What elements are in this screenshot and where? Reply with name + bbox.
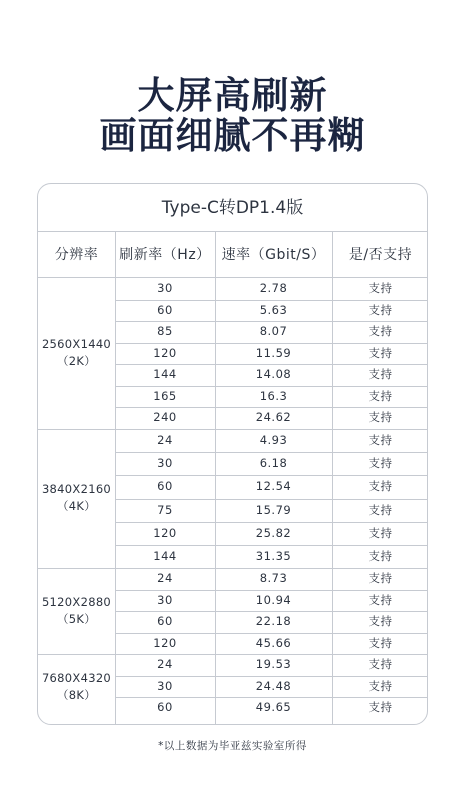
resolution-value: 7680X4320 bbox=[41, 670, 112, 685]
refresh-rate-cell: 165 bbox=[153, 388, 177, 403]
refresh-rate-cell: 75 bbox=[157, 502, 173, 517]
bitrate-cell: 19.53 bbox=[255, 657, 292, 671]
resolution-cell bbox=[38, 278, 115, 429]
support-cell: 支持 bbox=[368, 657, 393, 671]
bitrate-cell: 6.18 bbox=[259, 456, 288, 471]
spec-table bbox=[37, 183, 428, 725]
bitrate-cell: 22.18 bbox=[255, 614, 292, 628]
refresh-rate-cell: 60 bbox=[157, 479, 173, 494]
bitrate-cell: 24.62 bbox=[255, 410, 292, 425]
refresh-rate-cell: 30 bbox=[157, 281, 173, 295]
bitrate-cell: 4.93 bbox=[259, 432, 288, 447]
refresh-rate-cell: 120 bbox=[153, 525, 177, 540]
refresh-rate-cell: 24 bbox=[157, 432, 173, 447]
header-refresh-rate: 刷新率（Hz） bbox=[119, 247, 211, 263]
resolution-value: 5120X2880 bbox=[41, 595, 112, 609]
support-cell: 支持 bbox=[368, 324, 393, 339]
support-cell: 支持 bbox=[368, 388, 393, 403]
refresh-rate-cell: 30 bbox=[157, 678, 173, 693]
resolution-value: 2560X1440 bbox=[41, 337, 112, 352]
support-cell: 支持 bbox=[368, 525, 393, 540]
bitrate-cell: 49.65 bbox=[255, 700, 292, 715]
refresh-rate-cell: 30 bbox=[157, 456, 173, 471]
support-cell: 支持 bbox=[368, 410, 393, 425]
resolution-label: （4K） bbox=[56, 499, 97, 514]
support-cell: 支持 bbox=[368, 479, 393, 494]
support-cell: 支持 bbox=[368, 571, 393, 585]
headline-line-2: 画面细腻不再糊 bbox=[99, 114, 366, 157]
header-bitrate: 速率（Gbit/S） bbox=[221, 247, 326, 263]
support-cell: 支持 bbox=[368, 635, 393, 650]
resolution-label: （2K） bbox=[56, 354, 97, 369]
refresh-rate-cell: 240 bbox=[153, 410, 177, 425]
bitrate-cell: 10.94 bbox=[255, 592, 292, 607]
bitrate-cell: 25.82 bbox=[255, 525, 292, 540]
bitrate-cell: 31.35 bbox=[255, 548, 292, 563]
refresh-rate-cell: 144 bbox=[153, 548, 177, 563]
resolution-label: （8K） bbox=[56, 687, 97, 702]
bitrate-cell: 15.79 bbox=[255, 502, 292, 517]
support-cell: 支持 bbox=[368, 614, 393, 628]
refresh-rate-cell: 24 bbox=[157, 571, 173, 585]
refresh-rate-cell: 60 bbox=[157, 302, 173, 317]
resolution-value: 3840X2160 bbox=[41, 482, 112, 497]
support-cell: 支持 bbox=[368, 367, 393, 382]
support-cell: 支持 bbox=[368, 281, 393, 295]
bitrate-cell: 8.07 bbox=[259, 324, 288, 339]
bitrate-cell: 12.54 bbox=[255, 479, 292, 494]
header-support: 是/否支持 bbox=[348, 247, 413, 263]
support-cell: 支持 bbox=[368, 302, 393, 317]
refresh-rate-cell: 30 bbox=[157, 592, 173, 607]
resolution-cell bbox=[38, 568, 115, 654]
bitrate-cell: 8.73 bbox=[259, 571, 288, 585]
resolution-cell bbox=[38, 429, 115, 568]
support-cell: 支持 bbox=[368, 432, 393, 447]
refresh-rate-cell: 60 bbox=[157, 700, 173, 715]
headline-line-1: 大屏高刷新 bbox=[137, 74, 328, 117]
bitrate-cell: 24.48 bbox=[255, 678, 292, 693]
refresh-rate-cell: 120 bbox=[153, 345, 177, 360]
support-cell: 支持 bbox=[368, 456, 393, 471]
support-cell: 支持 bbox=[368, 700, 393, 715]
header-resolution: 分辨率 bbox=[54, 247, 99, 263]
refresh-rate-cell: 120 bbox=[153, 635, 177, 650]
bitrate-cell: 14.08 bbox=[255, 367, 292, 382]
refresh-rate-cell: 144 bbox=[153, 367, 177, 382]
bitrate-cell: 16.3 bbox=[259, 388, 288, 403]
refresh-rate-cell: 85 bbox=[157, 324, 173, 339]
support-cell: 支持 bbox=[368, 678, 393, 693]
bitrate-cell: 11.59 bbox=[255, 345, 292, 360]
refresh-rate-cell: 60 bbox=[157, 614, 173, 628]
refresh-rate-cell: 24 bbox=[157, 657, 173, 671]
support-cell: 支持 bbox=[368, 345, 393, 360]
bitrate-cell: 5.63 bbox=[259, 302, 288, 317]
table-title: Type-C转DP1.4版 bbox=[38, 184, 427, 232]
support-cell: 支持 bbox=[368, 548, 393, 563]
support-cell: 支持 bbox=[368, 592, 393, 607]
footnote: *以上数据为毕亚兹实验室所得 bbox=[158, 740, 307, 752]
support-cell: 支持 bbox=[368, 502, 393, 517]
bitrate-cell: 45.66 bbox=[255, 635, 292, 650]
resolution-cell bbox=[38, 654, 115, 719]
resolution-label: （5K） bbox=[56, 612, 97, 626]
bitrate-cell: 2.78 bbox=[259, 281, 288, 295]
